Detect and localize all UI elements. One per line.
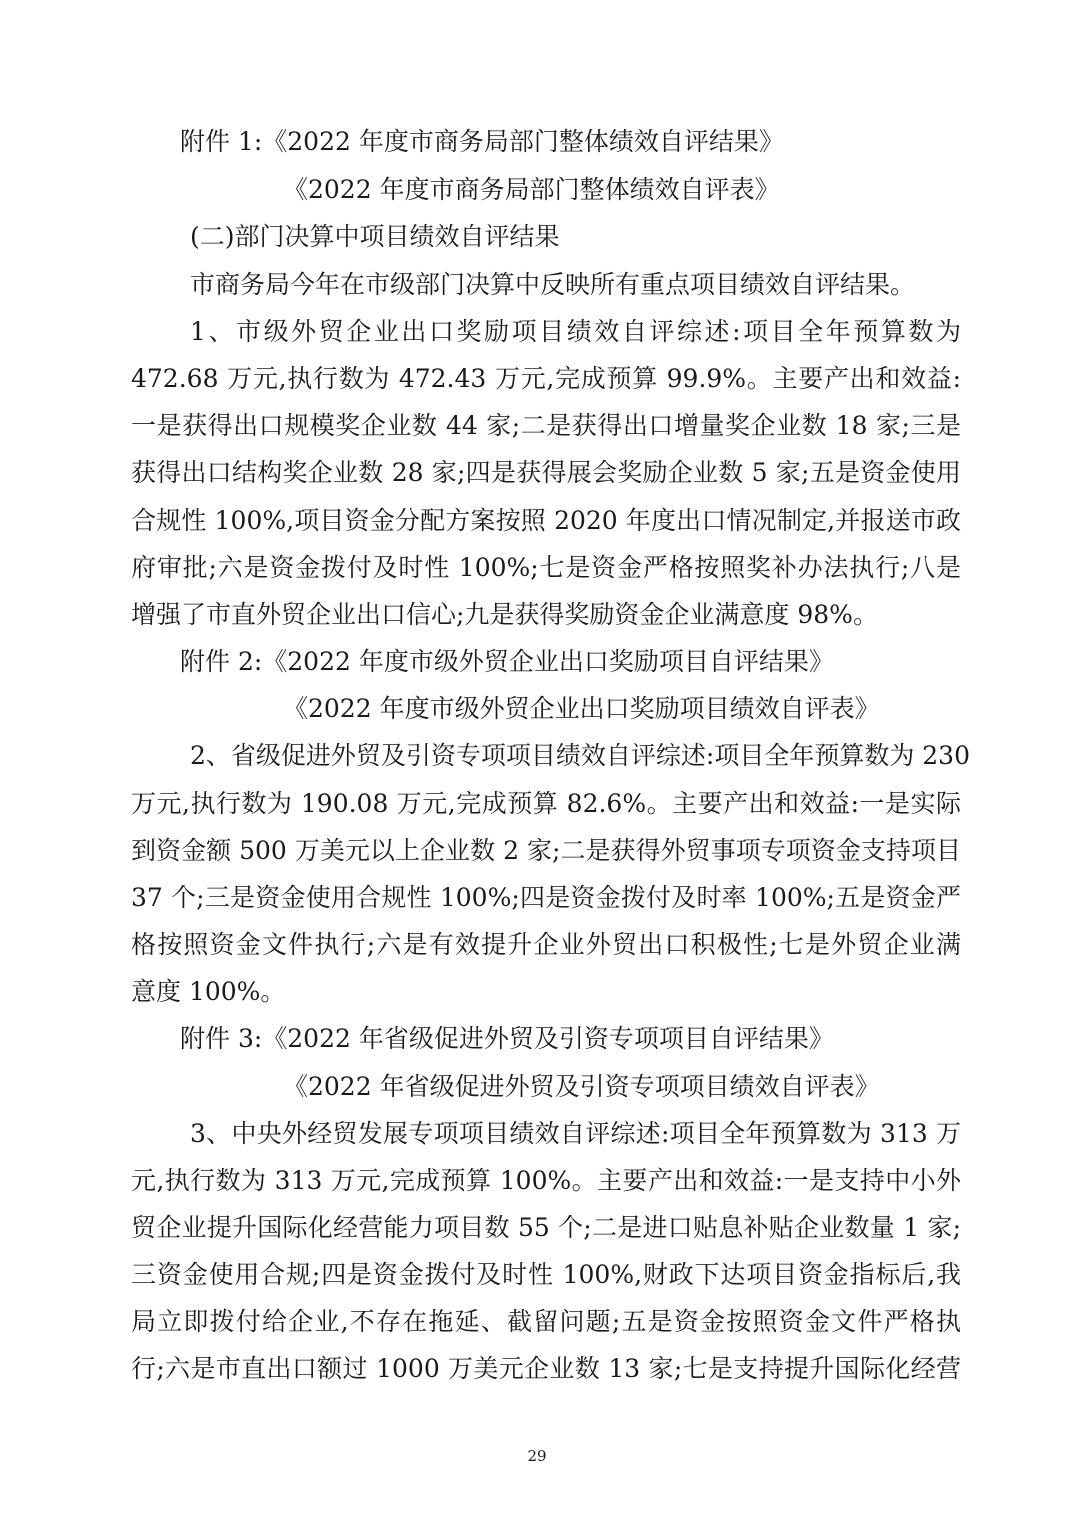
paragraph-1-line: 增强了市直外贸企业出口信心;九是获得奖励资金企业满意度 98%。 [131,600,878,629]
paragraph-1-line: 获得出口结构奖企业数 28 家;四是获得展会奖励企业数 5 家;五是资金使用 [131,458,961,487]
paragraph-3-line: 行;六是市直出口额过 1000 万美元企业数 13 家;七是支持提升国际化经营 [131,1354,961,1383]
section-heading: (二)部门决算中项目绩效自评结果 [190,222,560,251]
paragraph-2-line: 意度 100%。 [131,977,286,1006]
paragraph-3-line: 三资金使用合规;四是资金拨付及时性 100%,财政下达项目资金指标后,我 [131,1260,961,1289]
page-number: 29 [527,1447,547,1465]
paragraph-1-line: 府审批;六是资金拨付及时性 100%;七是资金严格按照奖补办法执行;八是 [131,553,961,582]
attachment-3-table-title: 《2022 年省级促进外贸及引资专项项目绩效自评表》 [283,1072,880,1101]
paragraph-1-line: 一是获得出口规模奖企业数 44 家;二是获得出口增量奖企业数 18 家;三是 [131,411,961,440]
attachment-1-table-title: 《2022 年度市商务局部门整体绩效自评表》 [283,175,780,204]
paragraph-2-line: 万元,执行数为 190.08 万元,完成预算 82.6%。主要产出和效益:一是实际 [131,789,961,818]
paragraph-1-line: 472.68 万元,执行数为 472.43 万元,完成预算 99.9%。主要产出和效益: [131,364,961,393]
paragraph-2-line: 格按照资金文件执行;六是有效提升企业外贸出口积极性;七是外贸企业满 [131,930,961,959]
paragraph-2-line: 37 个;三是资金使用合规性 100%;四是资金拨付及时率 100%;五是资金严 [131,883,961,912]
paragraph-2-line: 到资金额 500 万美元以上企业数 2 家;二是获得外贸事项专项资金支持项目 [131,836,961,865]
intro-paragraph: 市商务局今年在市级部门决算中反映所有重点项目绩效自评结果。 [190,270,916,299]
attachment-3-line: 附件 3:《2022 年省级促进外贸及引资专项项目自评结果》 [180,1024,834,1053]
attachment-1-line: 附件 1:《2022 年度市商务局部门整体绩效自评结果》 [180,127,784,156]
paragraph-3-line: 元,执行数为 313 万元,完成预算 100%。主要产出和效益:一是支持中小外 [131,1166,961,1195]
attachment-2-table-title: 《2022 年度市级外贸企业出口奖励项目绩效自评表》 [283,694,880,723]
attachment-2-line: 附件 2:《2022 年度市级外贸企业出口奖励项目自评结果》 [180,647,834,676]
paragraph-2-line: 2、省级促进外贸及引资专项项目绩效自评综述:项目全年预算数为 230 [190,741,970,770]
paragraph-3-line: 3、中央外经贸发展专项项目绩效自评综述:项目全年预算数为 313 万 [190,1119,961,1148]
paragraph-1-line: 合规性 100%,项目资金分配方案按照 2020 年度出口情况制定,并报送市政 [131,506,961,535]
paragraph-3-line: 贸企业提升国际化经营能力项目数 55 个;二是进口贴息补贴企业数量 1 家; [131,1213,961,1242]
paragraph-1-line: 1、市级外贸企业出口奖励项目绩效自评综述:项目全年预算数为 [190,317,961,346]
paragraph-3-line: 局立即拨付给企业,不存在拖延、截留问题;五是资金按照资金文件严格执 [131,1307,961,1336]
